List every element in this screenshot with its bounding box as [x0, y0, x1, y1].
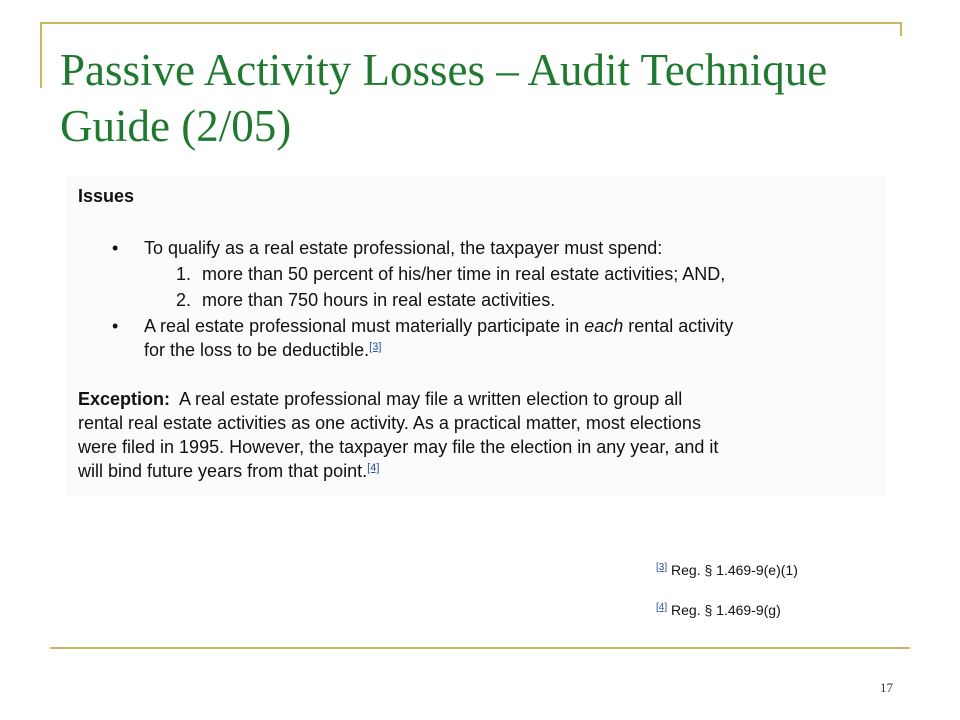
footnote-ref-3-link[interactable]: [3]	[369, 341, 382, 353]
frame-left-line	[40, 22, 42, 88]
exception-line-4: will bind future years from that point.	[78, 461, 368, 481]
bullet-1-text: To qualify as a real estate professional, the taxpayer must spend:	[144, 238, 663, 258]
bullet-1-marker: •	[112, 238, 119, 258]
footnote-3-ref[interactable]: [3]	[656, 562, 668, 573]
exception-line-1: A real estate professional may file a written election to group all	[170, 389, 683, 409]
footnote-4-ref[interactable]: [4]	[656, 602, 668, 613]
bullet-2-part-b: rental activity	[623, 316, 734, 336]
exception-line-3: were filed in 1995. However, the taxpayer may file the election in any year, and it	[78, 437, 719, 457]
bullet-2-part-a: A real estate professional must materially participate in	[144, 316, 585, 336]
bullet-2-text	[144, 314, 884, 362]
frame-top-line	[40, 22, 902, 24]
frame-right-line	[900, 22, 902, 36]
footnote-3-text: Reg. § 1.469-9(e)(1)	[667, 562, 798, 578]
footnote-ref-4-link[interactable]: [4]	[367, 462, 380, 474]
bullet-2-emphasis: each	[584, 316, 624, 336]
item-2-number: 2.	[176, 290, 192, 310]
bullet-2-marker: •	[112, 316, 119, 336]
footnote-4-text: Reg. § 1.469-9(g)	[667, 602, 781, 618]
footnote-4	[656, 602, 781, 618]
slide-title	[60, 42, 910, 154]
exception-label: Exception:	[78, 389, 171, 409]
exception-paragraph	[78, 387, 888, 483]
item-1-number: 1.	[176, 264, 192, 284]
title-line-1: Passive Activity Losses – Audit Technique	[60, 45, 828, 95]
exception-line-2: rental real estate activities as one activity. As a practical matter, most elections	[78, 413, 701, 433]
item-2-text: more than 750 hours in real estate activities.	[202, 290, 556, 310]
issues-heading: Issues	[78, 186, 135, 206]
title-line-2: Guide (2/05)	[60, 101, 292, 151]
frame-bottom-line	[50, 647, 910, 649]
bullet-2-line-2: for the loss to be deductible.	[144, 340, 370, 360]
page-number: 17	[880, 680, 893, 695]
footnote-3	[656, 562, 798, 578]
item-1-text: more than 50 percent of his/her time in real estate activities; AND,	[202, 264, 726, 284]
